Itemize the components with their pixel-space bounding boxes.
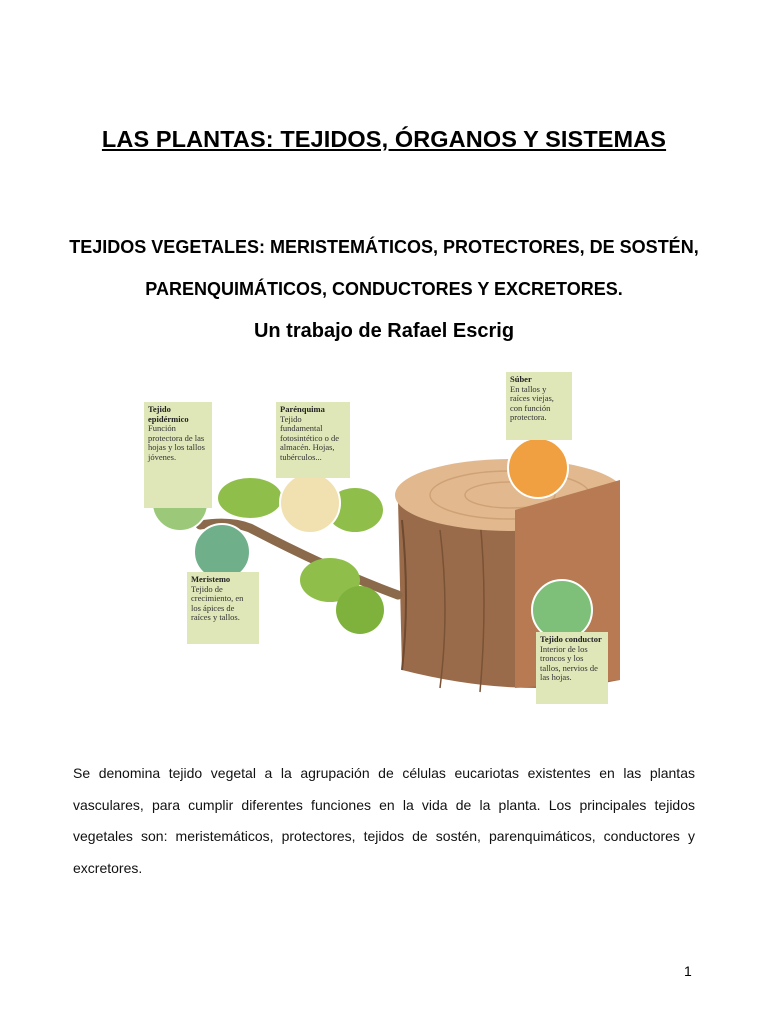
- parenchyma-tissue-detail: [280, 473, 340, 533]
- page-number: 1: [684, 963, 692, 979]
- label-epidermico: Tejido epidérmico Función protectora de las hojas y los tallos jóvenes.: [144, 402, 212, 508]
- plant-tissues-illustration: [140, 370, 620, 705]
- suber-tissue-detail: [508, 438, 568, 498]
- body-paragraph: Se denomina tejido vegetal a la agrupación de células eucariotas existentes en las plantas vasculares, para cumplir diferentes funciones en la vida de la planta. Los principales tejidos vegetales son: meristemáticos, protectores, tejidos de sostén, parenquimáticos, conductores y excretores.: [73, 765, 695, 876]
- leaf: [218, 478, 282, 518]
- label-meristemo: Meristemo Tejido de crecimiento, en los ápices de raíces y tallos.: [187, 572, 259, 644]
- leaf: [336, 586, 384, 634]
- label-suber: Súber En tallos y raíces viejas, con función protectora.: [506, 372, 572, 440]
- label-conductor: Tejido conductor Interior de los troncos y los tallos, nervios de las hojas.: [536, 632, 608, 704]
- label-parenquima: Parénquima Tejido fundamental fotosintético o de almacén. Hojas, tubérculos...: [276, 402, 350, 478]
- conductor-tissue-detail: [532, 580, 592, 640]
- page-subtitle: TEJIDOS VEGETALES: MERISTEMÁTICOS, PROTECTORES, DE SOSTÉN, PARENQUIMÁTICOS, CONDUCTORES Y EXCRETORES.: [69, 237, 699, 299]
- author-line: Un trabajo de Rafael Escrig: [253, 320, 515, 342]
- page-title: LAS PLANTAS: TEJIDOS, ÓRGANOS Y SISTEMAS: [101, 126, 667, 152]
